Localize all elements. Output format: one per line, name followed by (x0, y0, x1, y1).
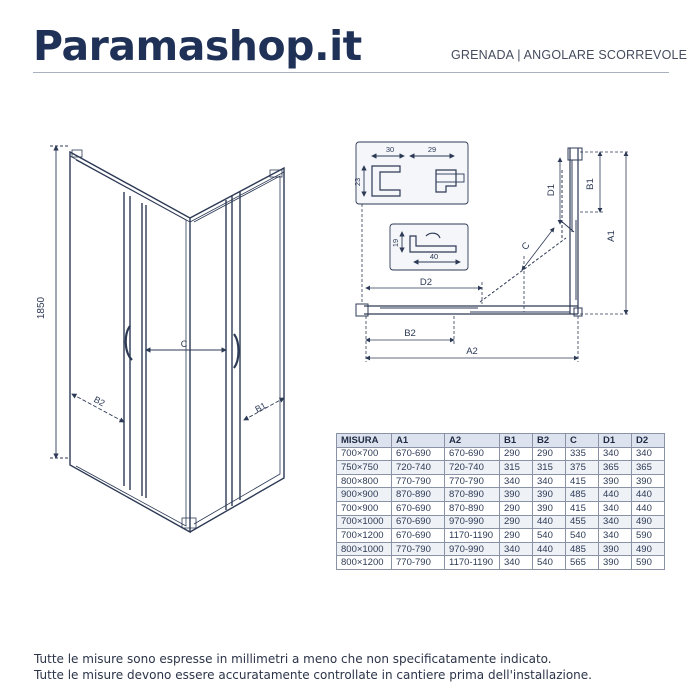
table-cell: 590 (632, 529, 665, 543)
table-cell: 340 (500, 542, 533, 556)
table-cell: 375 (566, 461, 599, 475)
table-header-cell: A1 (392, 434, 445, 448)
table-cell: 390 (599, 556, 632, 570)
plan-a2-label: A2 (466, 346, 478, 357)
table-cell: 485 (566, 488, 599, 502)
dimensions-table (336, 433, 665, 570)
table-cell: 390 (632, 474, 665, 488)
table-row (337, 556, 665, 570)
b2-label-perspective: B2 (92, 394, 107, 409)
table-cell: 670-690 (392, 501, 445, 515)
table-row (337, 529, 665, 543)
table-cell: 490 (632, 542, 665, 556)
footnote-verify: Tutte le misure devono essere accuratamente controllate in cantiere prima dell'installazione. (34, 668, 592, 682)
table-cell: 365 (632, 461, 665, 475)
table-cell: 540 (533, 556, 566, 570)
table-row (337, 447, 665, 461)
table-cell: 720-740 (445, 461, 500, 475)
table-cell: 770-790 (445, 474, 500, 488)
table-cell: 970-990 (445, 515, 500, 529)
table-cell: 750×750 (337, 461, 392, 475)
table-row (337, 461, 665, 475)
profile-detail-2 (390, 224, 468, 270)
table-row (337, 515, 665, 529)
table-cell: 340 (599, 529, 632, 543)
table-cell: 540 (533, 529, 566, 543)
table-cell: 315 (500, 461, 533, 475)
table-cell: 290 (500, 529, 533, 543)
table-cell: 670-690 (392, 515, 445, 529)
plan-b2-label: B2 (404, 328, 416, 339)
table-cell: 565 (566, 556, 599, 570)
table-header-cell: B1 (500, 434, 533, 448)
table-cell: 770-790 (392, 556, 445, 570)
table-cell: 390 (533, 488, 566, 502)
table-header-cell: D2 (632, 434, 665, 448)
table-cell: 700×1000 (337, 515, 392, 529)
table-row (337, 542, 665, 556)
table-cell: 970-990 (445, 542, 500, 556)
table-header-cell: B2 (533, 434, 566, 448)
table-cell: 365 (599, 461, 632, 475)
table-cell: 340 (599, 447, 632, 461)
detail2-height: 19 (391, 238, 400, 248)
handle-right (234, 334, 239, 368)
plan-d1-label: D1 (546, 183, 557, 197)
detail1-height: 23 (353, 177, 362, 187)
table-cell: 440 (632, 488, 665, 502)
table-cell: 720-740 (392, 461, 445, 475)
table-cell: 340 (599, 515, 632, 529)
table-cell: 390 (500, 488, 533, 502)
c-label-perspective: C (180, 339, 188, 349)
table-cell: 440 (599, 488, 632, 502)
table-cell: 415 (566, 501, 599, 515)
perspective-view (70, 150, 284, 532)
table-cell: 440 (632, 501, 665, 515)
table-cell: 290 (500, 447, 533, 461)
table-cell: 700×900 (337, 501, 392, 515)
table-cell: 670-690 (392, 447, 445, 461)
table-cell: 800×1200 (337, 556, 392, 570)
handle-left (126, 326, 132, 360)
table-cell: 390 (599, 474, 632, 488)
table-cell: 290 (533, 447, 566, 461)
table-cell: 770-790 (392, 474, 445, 488)
table-cell: 340 (500, 474, 533, 488)
table-cell: 670-690 (392, 529, 445, 543)
table-cell: 700×1200 (337, 529, 392, 543)
table-cell: 335 (566, 447, 599, 461)
table-cell: 340 (500, 556, 533, 570)
table-row (337, 501, 665, 515)
table-cell: 800×800 (337, 474, 392, 488)
table-cell: 770-790 (392, 542, 445, 556)
table-cell: 870-890 (445, 488, 500, 502)
table-header-cell: D1 (599, 434, 632, 448)
table-cell: 440 (533, 542, 566, 556)
plan-b1-label: B1 (585, 178, 596, 190)
table-cell: 670-690 (445, 447, 500, 461)
table-cell: 440 (533, 515, 566, 529)
table-cell: 290 (500, 515, 533, 529)
table-cell: 1170-1190 (445, 556, 500, 570)
table-cell: 290 (500, 501, 533, 515)
plan-d2-label: D2 (419, 277, 433, 288)
table-cell: 490 (632, 515, 665, 529)
table-header-cell: C (566, 434, 599, 448)
table-cell: 590 (632, 556, 665, 570)
table-cell: 390 (533, 501, 566, 515)
table-cell: 485 (566, 542, 599, 556)
table-cell: 1170-1190 (445, 529, 500, 543)
table-cell: 540 (566, 529, 599, 543)
table-cell: 900×900 (337, 488, 392, 502)
table-cell: 315 (533, 461, 566, 475)
table-header-cell: MISURA (337, 434, 392, 448)
detail1-width1: 30 (385, 145, 395, 154)
detail1-width2: 29 (427, 145, 437, 154)
brand-logo: Paramashop.it (33, 22, 362, 70)
b1-label-perspective: B1 (253, 400, 268, 415)
table-cell: 340 (632, 447, 665, 461)
profile-detail-1 (356, 142, 468, 204)
table-cell: 455 (566, 515, 599, 529)
plan-c-label: C (519, 240, 533, 253)
table-cell: 415 (566, 474, 599, 488)
table-cell: 700×700 (337, 447, 392, 461)
plan-a1-label: A1 (606, 230, 617, 242)
table-cell: 800×1000 (337, 542, 392, 556)
table-row (337, 474, 665, 488)
table-cell: 340 (533, 474, 566, 488)
detail2-width: 40 (429, 252, 439, 261)
height-dimension (50, 146, 70, 458)
table-cell: 390 (599, 542, 632, 556)
table-cell: 870-890 (445, 501, 500, 515)
table-header-cell: A2 (445, 434, 500, 448)
height-label: 1850 (36, 296, 47, 320)
product-subtitle: GRENADA | ANGOLARE SCORREVOLE (451, 48, 688, 62)
table-cell: 870-890 (392, 488, 445, 502)
footnote-units: Tutte le misure sono espresse in millimetri a meno che non specificatamente indicato. (34, 652, 552, 666)
table-row (337, 488, 665, 502)
table-cell: 340 (599, 501, 632, 515)
table-header-row (337, 434, 665, 448)
